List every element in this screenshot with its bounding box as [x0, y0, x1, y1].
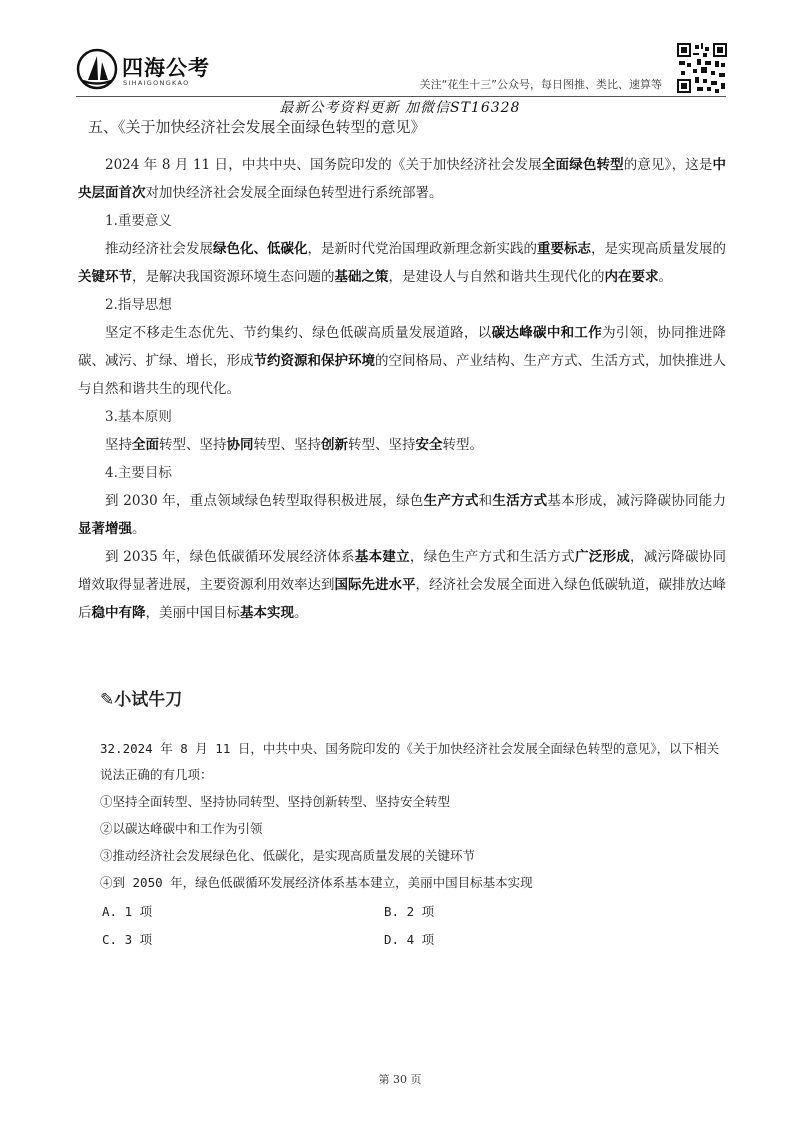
text-run: ，是解决我国资源环境生态问题的	[132, 269, 335, 285]
pencil-icon: ✎	[100, 690, 115, 710]
logo-text: 四海公考	[122, 56, 210, 80]
bold-text: 基础之策	[334, 269, 389, 285]
statement-1: ①坚持全面转型、坚持协同转型、坚持创新转型、坚持安全转型	[100, 794, 451, 809]
page-number: 第 30 页	[378, 1073, 422, 1086]
bold-text: 重要标志	[537, 241, 591, 257]
subheading-principles: 3.基本原则	[105, 409, 172, 425]
choice-a[interactable]: A. 1 项	[102, 904, 153, 919]
bold-text: 创新	[321, 437, 348, 453]
bold-text: 基本建立	[354, 549, 410, 565]
text-run: ，绿色生产方式和生活方式	[409, 549, 575, 565]
text-run: ，是新时代党治国理政新理念新实践的	[307, 241, 537, 257]
text-run: 和	[478, 493, 493, 509]
text-run: 坚持	[105, 437, 132, 453]
qr-code-icon	[677, 43, 727, 93]
statement-2: ②以碳达峰碳中和工作为引领	[100, 821, 263, 836]
bold-text: 生活方式	[492, 493, 548, 509]
text-run: 对加快经济社会发展全面绿色转型进行系统部署。	[145, 185, 443, 201]
text-run: 。	[294, 605, 308, 621]
watermark-text: 最新公考资料更新 加微信ST16328	[279, 100, 521, 116]
text-run: 到 2030 年，重点领域绿色转型取得积极进展，绿色	[105, 493, 424, 509]
practice-title: 小试牛刀	[114, 690, 183, 710]
text-run: 。	[658, 269, 672, 285]
text-run: 坚定不移走生态优先、节约集约、绿色低碳高质量发展道路，以	[105, 325, 492, 341]
question-stem: 32.2024 年 8 月 11 日，中共中央、国务院印发的《关于加快经济社会发展全面绿色转型的意见》，以下相关说法正确的有几项：	[100, 741, 720, 782]
text-run: 基本形成，减污降碳协同能力	[547, 493, 727, 509]
bold-text: 全面	[132, 437, 159, 453]
choice-c[interactable]: C. 3 项	[102, 932, 153, 947]
sail-logo-icon	[76, 48, 118, 90]
text-run: 转型、坚持	[348, 437, 416, 453]
bold-text: 广泛形成	[574, 549, 630, 565]
paragraph-goal-2030	[78, 487, 726, 543]
statement-3: ③推动经济社会发展绿色化、低碳化，是实现高质量发展的关键环节	[100, 848, 476, 863]
statement-4: ④到 2050 年，绿色低碳循环发展经济体系基本建立，美丽中国目标基本实现	[100, 875, 533, 890]
text-run: ，是建设人与自然和谐共生现代化的	[388, 269, 605, 285]
bold-text: 绿色化、低碳化	[213, 241, 308, 257]
answer-choices	[100, 898, 720, 954]
paragraph-significance	[78, 235, 726, 291]
logo	[76, 48, 226, 94]
section-title: 五、《关于加快经济社会发展全面绿色转型的意见》	[88, 118, 426, 136]
paragraph-goal-2035	[78, 543, 726, 627]
text-run: 2024 年 8 月 11 日，中共中央、国务院印发的《关于加快经济社会发展	[105, 157, 542, 173]
intro-paragraph	[78, 151, 726, 207]
choice-d[interactable]: D. 4 项	[384, 932, 435, 947]
subheading-goals: 4.主要目标	[105, 465, 172, 481]
choice-row	[100, 926, 720, 954]
bold-text: 生产方式	[423, 493, 479, 509]
paragraph-guiding-ideology	[78, 319, 726, 403]
bold-text: 基本实现	[240, 605, 294, 621]
choice-row	[100, 898, 720, 926]
practice-heading	[100, 685, 182, 710]
text-run: ，美丽中国目标	[145, 605, 240, 621]
text-run: 转型。	[442, 437, 483, 453]
bold-text: 全面绿色转型	[541, 157, 624, 173]
bold-text: 协同	[226, 437, 254, 453]
bold-text: 节约资源和保护环境	[253, 353, 375, 369]
text-run: 。	[132, 521, 146, 537]
page-header	[0, 0, 800, 116]
text-run: 推动经济社会发展	[105, 241, 213, 257]
logo-subtext: SIHAIGONGKAO	[123, 79, 190, 87]
text-run: ，是实现高质量发展的	[591, 241, 726, 257]
bold-text: 碳达峰碳中和工作	[491, 325, 603, 341]
choice-b[interactable]: B. 2 项	[384, 904, 435, 919]
text-run: ，减污降碳协同增效取得显著进展，主要资源利用效率达到	[78, 549, 727, 593]
bold-text: 稳中有降	[91, 605, 146, 621]
paragraph-principles	[78, 431, 726, 459]
bold-text: 显著增强	[78, 521, 132, 537]
bold-text: 中央层面首次	[78, 157, 726, 201]
bold-text: 内在要求	[604, 269, 659, 285]
bold-text: 关键环节	[78, 269, 132, 285]
text-run: ，经济社会发展全面进入绿色低碳轨道，碳排放达峰后	[78, 577, 726, 621]
header-note: 关注“花生十三”公众号，每日图推、类比、速算等	[419, 78, 662, 91]
text-run: 为引领，协同推进降碳、减污、扩绿、增长，形成	[78, 325, 727, 369]
text-run: 转型、坚持	[159, 437, 227, 453]
text-run: 的空间格局、产业结构、生产方式、生活方式，加快推进人与自然和谐共生的现代化。	[78, 353, 726, 397]
subheading-guiding-ideology: 2.指导思想	[105, 297, 172, 313]
subheading-significance: 1.重要意义	[105, 213, 172, 229]
question-block	[100, 736, 720, 954]
bold-text: 国际先进水平	[334, 577, 416, 593]
text-run: 转型、坚持	[253, 437, 321, 453]
text-run: 到 2035 年，绿色低碳循环发展经济体系	[105, 549, 355, 565]
text-run: 的意见》，这是	[623, 157, 713, 173]
main-content	[78, 116, 726, 627]
bold-text: 安全	[415, 437, 443, 453]
